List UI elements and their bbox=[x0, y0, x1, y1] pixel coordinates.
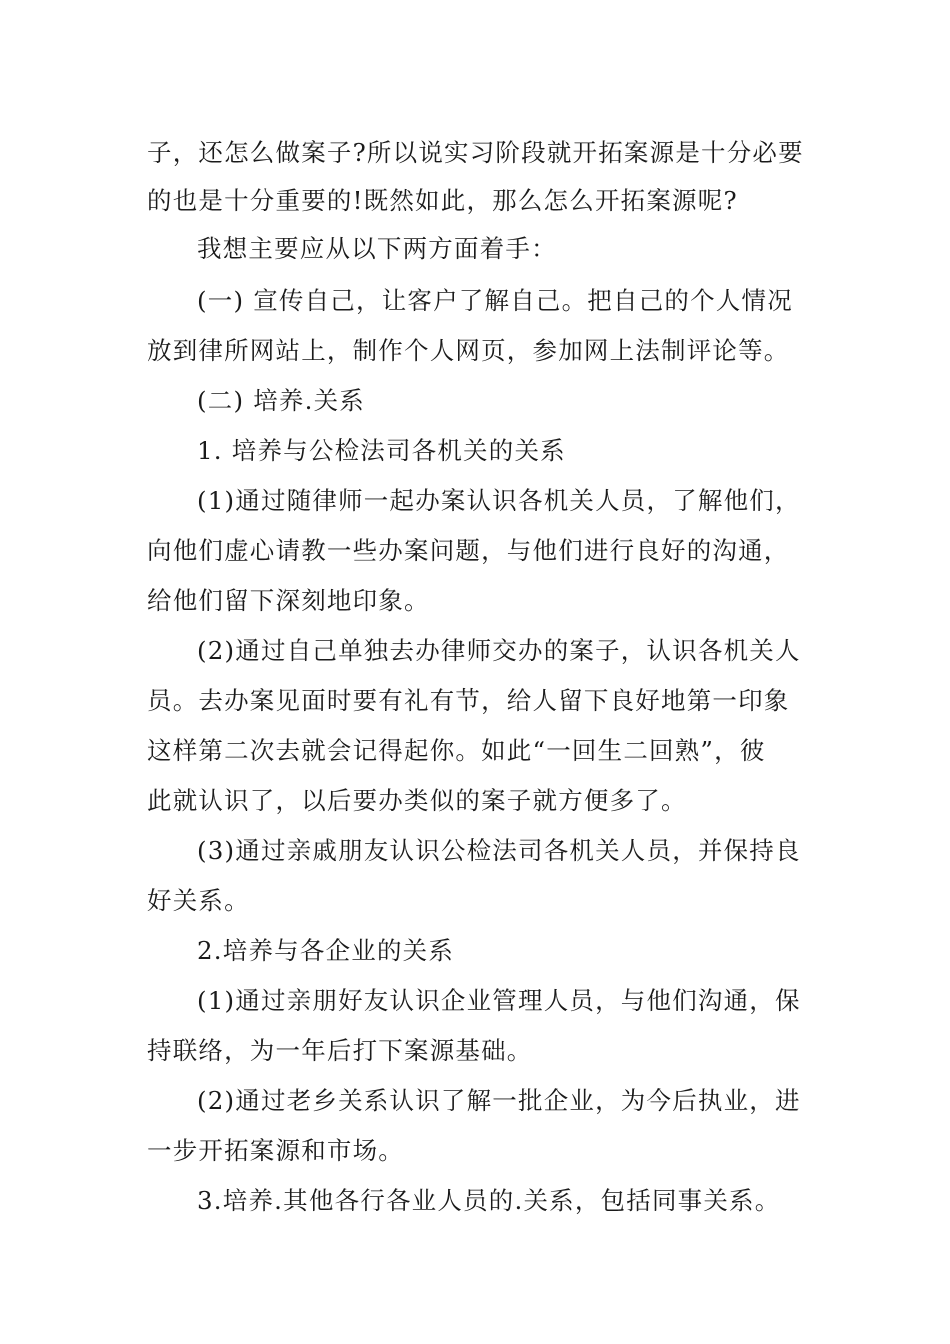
text-line: 这样第二次去就会记得起你。如此“一回生二回熟”，彼 bbox=[147, 736, 766, 765]
text-line: (二) 培养.关系 bbox=[197, 386, 365, 415]
text-line: 员。去办案见面时要有礼有节，给人留下良好地第一印象 bbox=[147, 686, 790, 715]
text-line: 子，还怎么做案子?所以说实习阶段就开拓案源是十分必要 bbox=[147, 138, 804, 167]
text-line: (1)通过亲朋好友认识企业管理人员，与他们沟通，保 bbox=[197, 986, 801, 1015]
text-line: 一步开拓案源和市场。 bbox=[147, 1136, 404, 1165]
text-line: 1. 培养与公检法司各机关的关系 bbox=[197, 436, 566, 465]
text-line: 给他们留下深刻地印象。 bbox=[147, 586, 430, 615]
text-line: 持联络，为一年后打下案源基础。 bbox=[147, 1036, 533, 1065]
text-line: 我想主要应从以下两方面着手： bbox=[197, 234, 557, 263]
text-line: 向他们虚心请教一些办案问题，与他们进行良好的沟通， bbox=[147, 536, 790, 565]
text-line: (3)通过亲戚朋友认识公检法司各机关人员，并保持良 bbox=[197, 836, 801, 865]
text-line: (1)通过随律师一起办案认识各机关人员，了解他们， bbox=[197, 486, 801, 515]
text-line: 放到律所网站上，制作个人网页，参加网上法制评论等。 bbox=[147, 336, 790, 365]
text-line: 好关系。 bbox=[147, 886, 250, 915]
text-line: (2)通过老乡关系认识了解一批企业，为今后执业，进 bbox=[197, 1086, 801, 1115]
text-line: 2.培养与各企业的关系 bbox=[197, 936, 455, 965]
text-line: 的也是十分重要的!既然如此，那么怎么开拓案源呢? bbox=[147, 186, 738, 215]
text-line: 3.培养.其他各行各业人员的.关系，包括同事关系。 bbox=[197, 1186, 781, 1215]
text-line: 此就认识了，以后要办类似的案子就方便多了。 bbox=[147, 786, 687, 815]
text-line: (一) 宣传自己，让客户了解自己。把自己的个人情况 bbox=[197, 286, 793, 315]
text-line: (2)通过自己单独去办律师交办的案子，认识各机关人 bbox=[197, 636, 801, 665]
